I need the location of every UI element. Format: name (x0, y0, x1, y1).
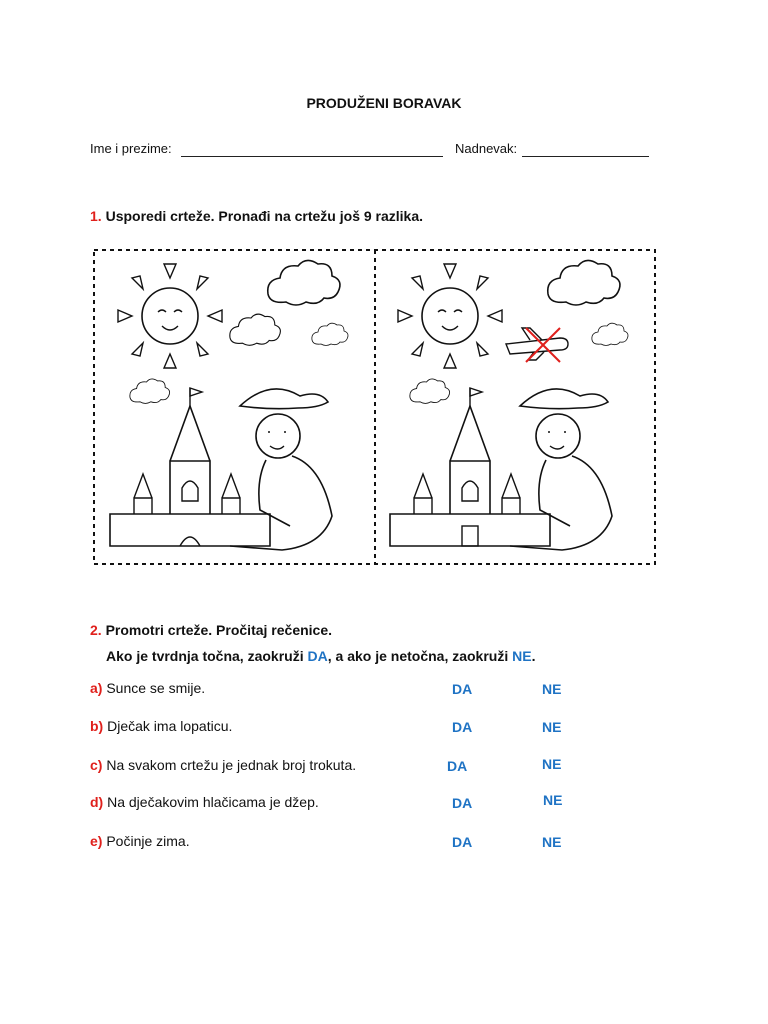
statement-a (90, 680, 205, 696)
task2-number: 2. (90, 622, 102, 638)
sun-right (398, 264, 502, 368)
statement-c (90, 757, 356, 773)
task2-instruction-part2: , a ako je netočna, zaokruži (327, 648, 513, 664)
task1-heading (90, 208, 423, 224)
cloud-right-1 (548, 260, 620, 305)
answer-da-e[interactable]: DA (452, 834, 473, 850)
task2-instruction-period: . (531, 648, 536, 664)
cloud-left-4 (130, 379, 170, 404)
boy-left (230, 389, 332, 550)
answer-da-d[interactable]: DA (452, 795, 473, 811)
task2-instruction-part1: Ako je tvrdnja točna, zaokruži (106, 648, 308, 664)
statement-letter: e) (90, 833, 103, 849)
answer-ne-e[interactable]: NE (542, 834, 562, 850)
spot-the-difference-pictures (90, 246, 662, 568)
boy-right (510, 389, 612, 550)
statement-letter: d) (90, 794, 104, 810)
statement-text: Sunce se smije. (106, 680, 206, 696)
statement-e (90, 833, 190, 849)
task1-number: 1. (90, 208, 102, 224)
statement-text: Počinje zima. (106, 833, 190, 849)
cloud-right-2 (592, 323, 628, 345)
sandcastle-left (110, 388, 270, 546)
cloud-right-3 (410, 379, 450, 404)
cloud-left-1 (268, 260, 340, 305)
cloud-left-3 (312, 323, 348, 345)
answer-da-b[interactable]: DA (452, 719, 473, 735)
task1-text: Usporedi crteže. Pronađi na crtežu još 9 razlika. (105, 208, 424, 224)
answer-ne-b[interactable]: NE (542, 719, 562, 735)
statement-letter: c) (90, 757, 103, 773)
statement-text: Na dječakovim hlačicama je džep. (107, 794, 319, 810)
statement-text: Na svakom crtežu je jednak broj trokuta. (106, 757, 357, 773)
left-picture (110, 260, 348, 550)
right-picture (390, 260, 628, 550)
statement-letter: a) (90, 680, 103, 696)
task2-heading (90, 622, 332, 638)
page-title: PRODUŽENI BORAVAK (306, 95, 462, 111)
answer-ne-c[interactable]: NE (542, 756, 562, 772)
task2-instruction (106, 648, 535, 664)
answer-da-a[interactable]: DA (452, 681, 473, 697)
name-field-line[interactable] (181, 156, 443, 157)
date-field-line[interactable] (522, 156, 649, 157)
sandcastle-right (390, 388, 550, 546)
task2-line1: Promotri crteže. Pročitaj rečenice. (105, 622, 333, 638)
task2-ne-word: NE (512, 648, 532, 664)
cloud-left-2 (230, 314, 281, 345)
answer-ne-a[interactable]: NE (542, 681, 562, 697)
task2-da-word: DA (307, 648, 328, 664)
sun-left (118, 264, 222, 368)
statement-letter: b) (90, 718, 104, 734)
statement-d (90, 794, 319, 810)
answer-da-c[interactable]: DA (447, 758, 468, 774)
name-label: Ime i prezime: (90, 141, 172, 156)
airplane-crossed (506, 328, 568, 362)
statement-b (90, 718, 232, 734)
date-label: Nadnevak: (455, 141, 518, 156)
statement-text: Dječak ima lopaticu. (107, 718, 233, 734)
answer-ne-d[interactable]: NE (543, 792, 563, 808)
